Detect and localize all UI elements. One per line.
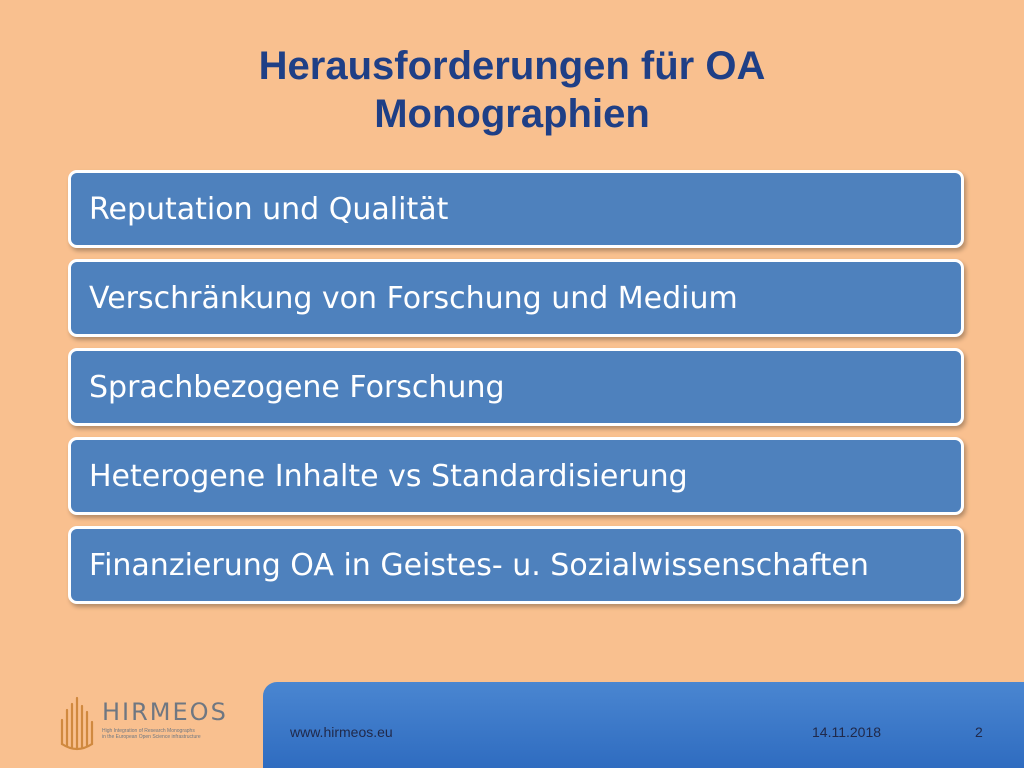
hirmeos-logo: [58, 694, 248, 754]
list-item-funding: Finanzierung OA in Geistes- u. Sozialwissenschaften: [68, 526, 964, 604]
slide-title-line-1: Herausforderungen für OA: [258, 44, 766, 88]
slide-title-line-2: Monographien: [374, 92, 650, 136]
hirmeos-logo-icon: [58, 694, 98, 754]
logo-wordmark: HIRMEOS: [102, 698, 228, 726]
list-item-heterogeneous-content: Heterogene Inhalte vs Standardisierung: [68, 437, 964, 515]
footer-date: 14.11.2018: [812, 724, 882, 740]
list-item-research-medium: Verschränkung von Forschung und Medium: [68, 259, 964, 337]
challenge-list: [68, 170, 964, 615]
footer-url: www.hirmeos.eu: [290, 724, 393, 740]
page-number: 2: [975, 724, 983, 740]
slide-title: [0, 42, 1024, 138]
list-item-reputation: Reputation und Qualität: [68, 170, 964, 248]
logo-tagline: [102, 728, 242, 740]
logo-tagline-line-1: High Integration of Research Monographs: [102, 728, 195, 734]
list-item-language-research: Sprachbezogene Forschung: [68, 348, 964, 426]
logo-tagline-line-2: in the European Open Science infrastructure: [102, 734, 201, 740]
